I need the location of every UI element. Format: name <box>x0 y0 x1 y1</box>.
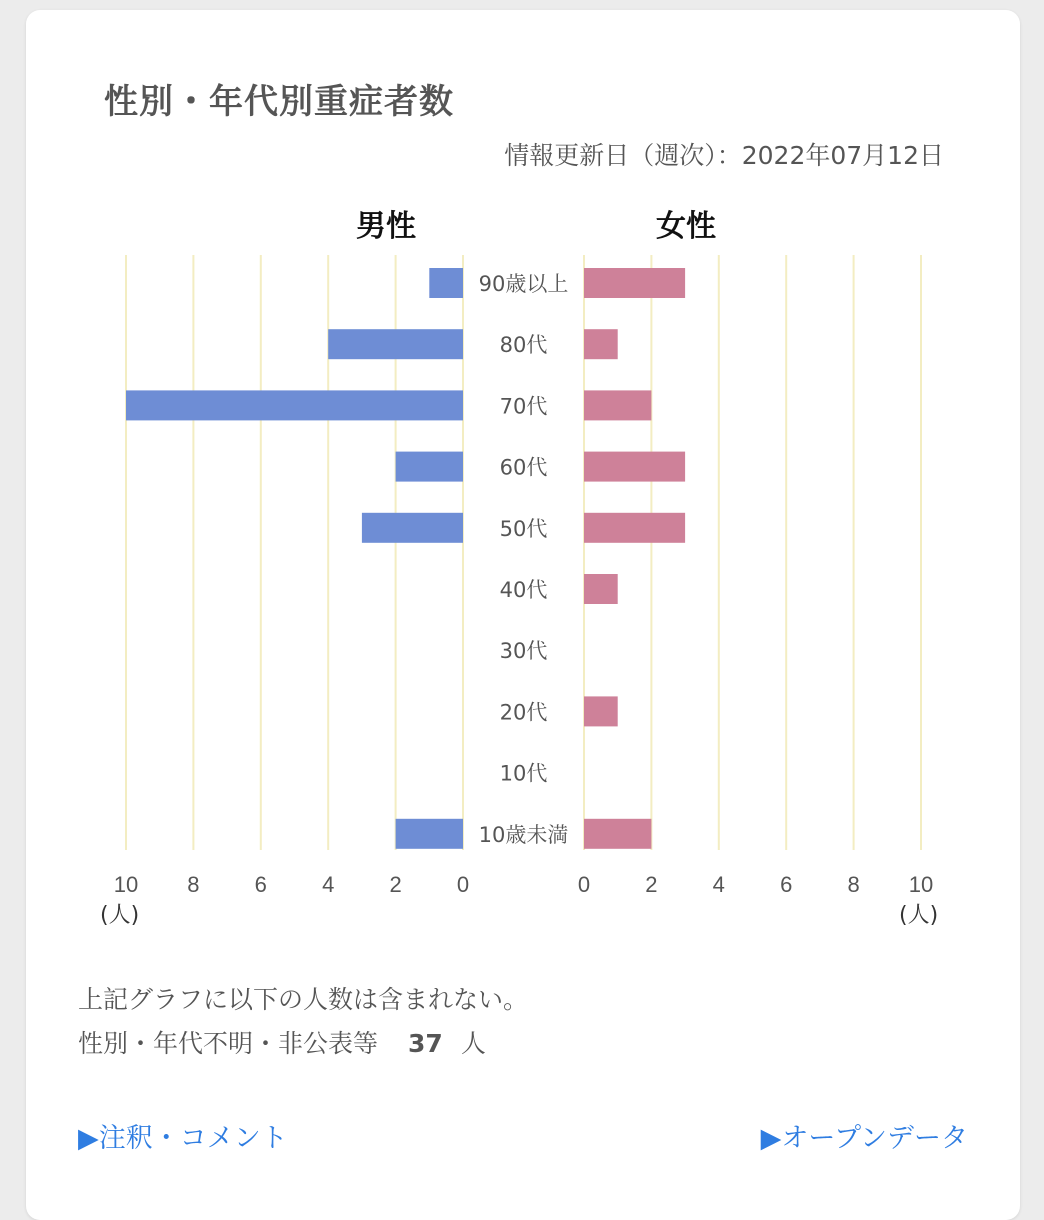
age-category-label: 10歳未満 <box>478 822 569 847</box>
male-axis-tick-label: 8 <box>187 872 200 897</box>
age-category-label: 50代 <box>499 516 548 541</box>
female-bar <box>584 452 685 482</box>
female-bar <box>584 513 685 543</box>
age-category-label: 10代 <box>499 761 548 786</box>
excluded-note: 上記グラフに以下の人数は含まれない。 <box>78 985 529 1014</box>
male-axis-unit: (人) <box>100 903 140 928</box>
card-title: 性別・年代別重症者数 <box>104 82 454 122</box>
male-axis-tick-label: 6 <box>254 872 267 897</box>
male-bar <box>396 452 463 482</box>
female-axis-tick-label: 0 <box>577 872 591 897</box>
update-date: 2022年07月12日 <box>741 141 944 170</box>
excluded-count-line <box>78 1024 486 1060</box>
male-bar <box>328 329 463 359</box>
comments-link[interactable]: ▶注釈・コメント <box>78 1123 288 1154</box>
female-axis-tick-label: 4 <box>712 872 725 897</box>
female-axis-tick-label: 6 <box>780 872 793 897</box>
male-bar <box>429 268 463 298</box>
female-axis-tick-label: 2 <box>645 872 658 897</box>
female-bar <box>584 819 651 849</box>
update-info <box>504 136 944 172</box>
male-axis-tick-label: 2 <box>389 872 402 897</box>
update-label: 情報更新日（週次）： <box>504 141 742 170</box>
male-bar <box>362 513 463 543</box>
male-axis-tick-label: 4 <box>322 872 335 897</box>
age-category-label: 20代 <box>499 700 548 725</box>
age-category-label: 70代 <box>499 394 548 419</box>
age-category-label: 30代 <box>499 639 548 664</box>
female-series-label: 女性 <box>656 209 716 244</box>
female-axis-tick-label: 10 <box>908 872 934 897</box>
female-axis-unit: (人) <box>899 903 939 928</box>
excluded-count-label: 性別・年代不明・非公表等 <box>78 1029 379 1058</box>
age-category-label: 80代 <box>499 333 548 358</box>
female-axis-tick-label: 8 <box>847 872 860 897</box>
male-series-label: 男性 <box>356 209 416 244</box>
female-bar <box>584 696 618 726</box>
excluded-count-value: 37 <box>408 1029 443 1058</box>
female-bar <box>584 268 685 298</box>
excluded-count-unit: 人 <box>460 1029 486 1058</box>
butterfly-bar-chart <box>0 180 1044 940</box>
female-bar <box>584 329 618 359</box>
age-category-label: 40代 <box>499 578 548 602</box>
male-axis-tick-label: 0 <box>456 872 470 897</box>
male-axis-tick-label: 10 <box>113 872 139 897</box>
female-bar <box>584 390 651 420</box>
male-bar <box>126 390 463 420</box>
open-data-link[interactable]: ▶オープンデータ <box>760 1123 968 1154</box>
female-bar <box>584 574 618 604</box>
male-bar <box>396 819 463 849</box>
age-category-label: 60代 <box>499 455 548 480</box>
age-category-label: 90歳以上 <box>478 272 569 296</box>
